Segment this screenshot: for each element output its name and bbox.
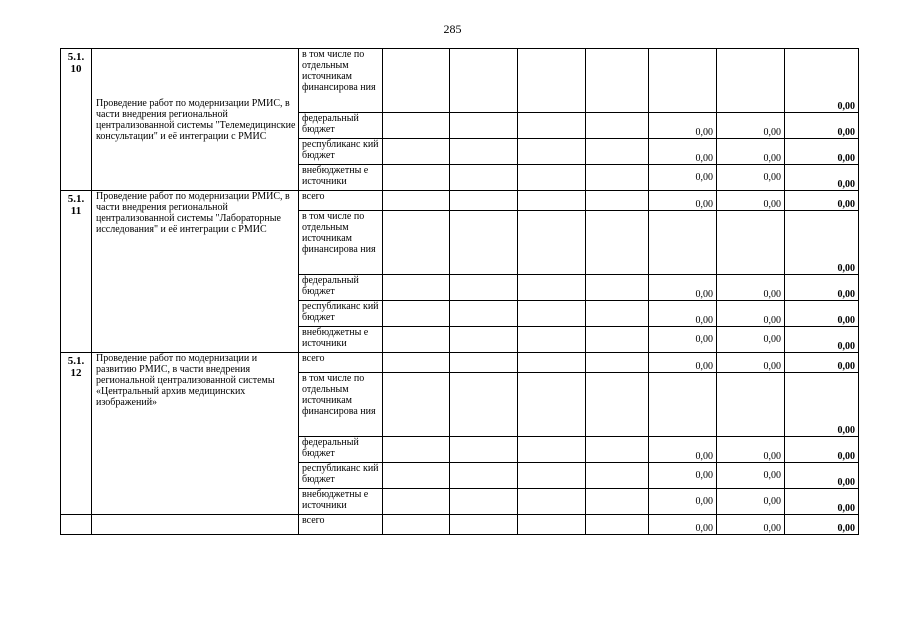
value-cell: 0,00 [649,437,717,463]
funding-source: в том числе по отдельным источникам финансирова ния [299,373,383,437]
empty-cell [383,113,450,139]
value-cell: 0,00 [649,275,717,301]
empty-cell [450,139,518,165]
total-value-cell: 0,00 [785,139,859,165]
section-number: 5.1. 11 [61,191,92,353]
empty-cell [450,113,518,139]
empty-cell [383,353,450,373]
value-cell: 0,00 [649,113,717,139]
empty-cell [383,211,450,275]
total-value-cell: 0,00 [785,191,859,211]
empty-cell [383,191,450,211]
value-cell: 0,00 [649,165,717,191]
total-value-cell: 0,00 [785,301,859,327]
value-cell: 0,00 [649,139,717,165]
empty-cell [450,211,518,275]
empty-cell [383,515,450,535]
table-row [61,515,859,535]
value-cell: 0,00 [717,113,785,139]
funding-source: в том числе по отдельным источникам финансирова ния [299,211,383,275]
value-cell: 0,00 [717,301,785,327]
section-name: Проведение работ по модернизации РМИС, в части внедрения региональной централизованной системы "Телемедицинские консультации" и её интеграции с РМИС [92,49,299,191]
page-number: 285 [443,22,462,36]
value-cell: 0,00 [717,437,785,463]
empty-cell [383,49,450,113]
value-cell [717,211,785,275]
total-value-cell: 0,00 [785,489,859,515]
value-cell: 0,00 [717,327,785,353]
empty-cell [586,49,649,113]
empty-cell [586,437,649,463]
empty-cell [383,437,450,463]
value-cell: 0,00 [717,489,785,515]
empty-cell [586,301,649,327]
value-cell: 0,00 [649,515,717,535]
value-cell [717,49,785,113]
value-cell: 0,00 [649,353,717,373]
empty-cell [450,301,518,327]
empty-cell [518,275,586,301]
funding-source: федеральный бюджет [299,437,383,463]
value-cell: 0,00 [649,489,717,515]
empty-cell [586,515,649,535]
empty-cell [586,275,649,301]
empty-cell [586,139,649,165]
table-row [61,49,859,113]
total-value-cell: 0,00 [785,373,859,437]
empty-cell [518,139,586,165]
value-cell: 0,00 [649,327,717,353]
funding-source: всего [299,515,383,535]
empty-cell [450,463,518,489]
value-cell: 0,00 [717,191,785,211]
empty-cell [518,191,586,211]
value-cell [717,373,785,437]
empty-cell [450,165,518,191]
empty-cell [518,373,586,437]
empty-cell [383,301,450,327]
empty-cell [450,437,518,463]
funding-source: внебюджетны е источники [299,489,383,515]
empty-cell [518,327,586,353]
empty-cell [518,437,586,463]
value-cell: 0,00 [717,353,785,373]
value-cell [649,211,717,275]
value-cell [649,49,717,113]
empty-cell [383,489,450,515]
empty-cell [383,373,450,437]
funding-source: республиканс кий бюджет [299,139,383,165]
empty-cell [518,301,586,327]
empty-cell [518,49,586,113]
empty-cell [518,515,586,535]
section-number [61,515,92,535]
empty-cell [518,353,586,373]
empty-cell [450,49,518,113]
empty-cell [518,113,586,139]
empty-cell [586,113,649,139]
empty-cell [383,463,450,489]
funding-source: федеральный бюджет [299,275,383,301]
section-name: Проведение работ по модернизации РМИС, в части внедрения региональной централизованной системы "Лабораторные исследования" и её интеграции с РМИС [92,191,299,353]
empty-cell [586,327,649,353]
total-value-cell: 0,00 [785,353,859,373]
funding-source: республиканс кий бюджет [299,301,383,327]
empty-cell [586,353,649,373]
funding-source: всего [299,353,383,373]
value-cell: 0,00 [717,275,785,301]
empty-cell [518,165,586,191]
empty-cell [383,275,450,301]
empty-cell [518,463,586,489]
section-number: 5.1. 12 [61,353,92,515]
empty-cell [450,515,518,535]
section-number: 5.1. 10 [61,49,92,191]
table-row [61,353,859,373]
funding-source: всего [299,191,383,211]
total-value-cell: 0,00 [785,515,859,535]
empty-cell [586,211,649,275]
value-cell: 0,00 [649,191,717,211]
empty-cell [383,139,450,165]
funding-source: федеральный бюджет [299,113,383,139]
empty-cell [450,191,518,211]
empty-cell [586,165,649,191]
total-value-cell: 0,00 [785,165,859,191]
empty-cell [586,489,649,515]
table-row [61,191,859,211]
total-value-cell: 0,00 [785,463,859,489]
empty-cell [450,489,518,515]
empty-cell [450,353,518,373]
value-cell: 0,00 [717,165,785,191]
empty-cell [450,275,518,301]
total-value-cell: 0,00 [785,49,859,113]
total-value-cell: 0,00 [785,437,859,463]
value-cell [649,373,717,437]
value-cell: 0,00 [717,515,785,535]
total-value-cell: 0,00 [785,275,859,301]
section-name: Проведение работ по модернизации и развитию РМИС, в части внедрения региональной централизованной системы «Центральный архив медицинских изображений» [92,353,299,515]
empty-cell [586,373,649,437]
value-cell: 0,00 [649,301,717,327]
total-value-cell: 0,00 [785,327,859,353]
funding-source: внебюджетны е источники [299,327,383,353]
funding-source: в том числе по отдельным источникам финансирова ния [299,49,383,113]
empty-cell [518,489,586,515]
empty-cell [450,327,518,353]
empty-cell [586,463,649,489]
value-cell: 0,00 [717,139,785,165]
empty-cell [383,327,450,353]
empty-cell [518,211,586,275]
funding-source: республиканс кий бюджет [299,463,383,489]
funding-source: внебюджетны е источники [299,165,383,191]
empty-cell [450,373,518,437]
empty-cell [586,191,649,211]
section-name [92,515,299,535]
budget-table [60,48,859,535]
total-value-cell: 0,00 [785,211,859,275]
total-value-cell: 0,00 [785,113,859,139]
empty-cell [383,165,450,191]
value-cell: 0,00 [717,463,785,489]
value-cell: 0,00 [649,463,717,489]
